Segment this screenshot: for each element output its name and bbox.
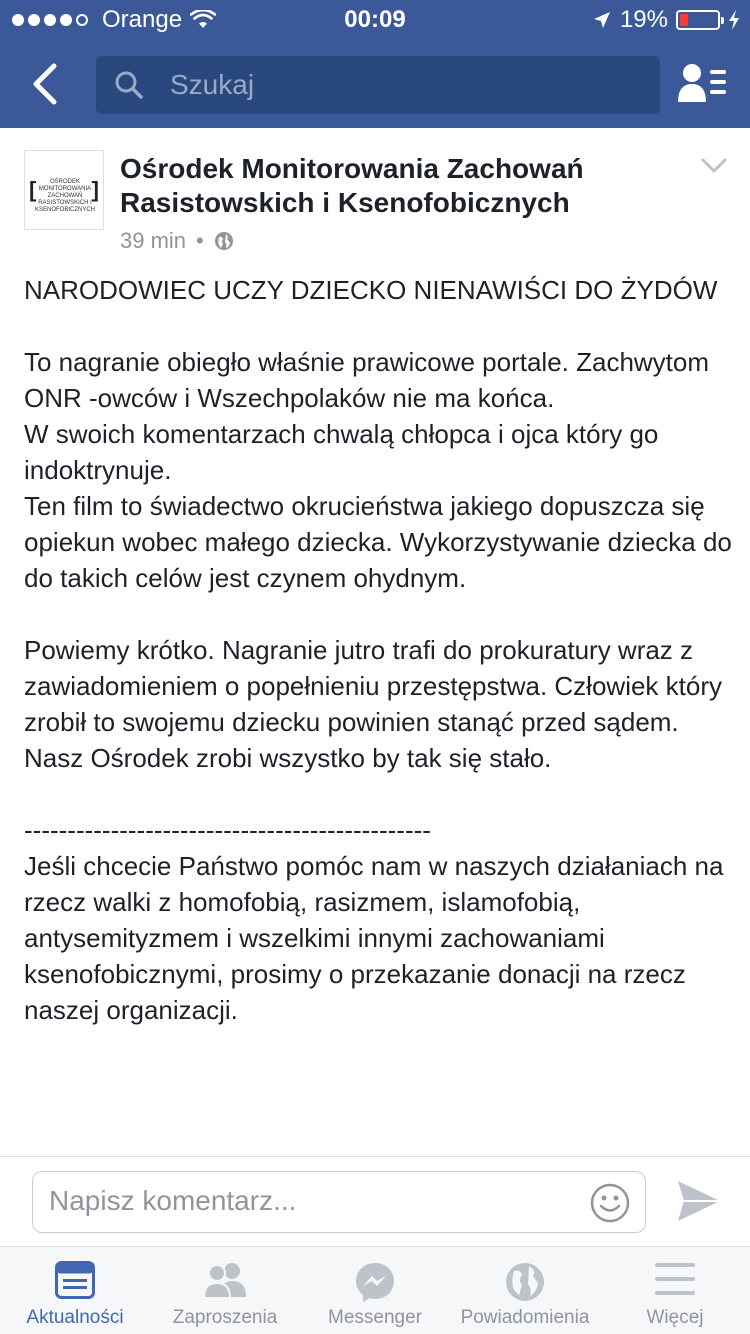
- messenger-icon: [354, 1261, 396, 1303]
- tab-friend-requests[interactable]: [150, 1247, 300, 1334]
- post-time[interactable]: 39 min: [120, 228, 187, 253]
- status-time: 00:09: [344, 6, 406, 33]
- post-paragraph: Powiemy krótko. Nagranie jutro trafi do prokuratury wraz z zawiadomieniem o popełnieniu przestępstwa. Człowiek który zrobił to swojemu dziecku powinien stanąć przed sądem. Nasz Ośrodek zrobi wszystko by tak się stało.: [24, 635, 723, 773]
- charging-bolt-icon: [728, 10, 740, 30]
- friends-list-icon[interactable]: [678, 62, 728, 104]
- tab-more[interactable]: [600, 1247, 750, 1334]
- comment-input[interactable]: [32, 1171, 646, 1233]
- post-paragraph: To nagranie obiegło właśnie prawicowe portale. Zachwytom ONR -owców i Wszechpolaków nie ma końca. W swoich komentarzach chwalą chłopca i ojca który go indoktrynuje. Ten film to świadectwo okrucieństwa jakiego dopuszcza się opiekun wobec małego dziecka. Wykorzystywanie dziecka do do takich celów jest czynem ohydnym.: [24, 347, 732, 593]
- search-placeholder: Szukaj: [170, 69, 255, 100]
- send-icon[interactable]: [676, 1179, 722, 1223]
- search-input[interactable]: [96, 56, 660, 114]
- top-bar: [0, 0, 750, 128]
- page-avatar[interactable]: [ OŚRODEK MONITOROWANIA ZACHOWAŃ RASISTOWSKICH I KSENOFOBICZNYCH ]: [24, 150, 104, 230]
- post-headline: NARODOWIEC UCZY DZIECKO NIENAWIŚCI DO ŻYDÓW: [24, 275, 718, 305]
- tab-bar: [0, 1246, 750, 1334]
- news-feed-icon: [55, 1261, 95, 1299]
- status-right: [592, 6, 740, 34]
- comment-bar: [0, 1156, 750, 1246]
- emoji-icon[interactable]: [589, 1182, 631, 1224]
- public-globe-icon: [214, 231, 234, 251]
- tab-label: Powiadomienia: [460, 1307, 590, 1328]
- post-divider: -----------------------------------------------: [24, 815, 431, 845]
- tab-notifications[interactable]: [450, 1247, 600, 1334]
- comment-placeholder: Napisz komentarz...: [49, 1185, 297, 1216]
- battery-percent: 19%: [619, 6, 668, 33]
- tab-messenger[interactable]: [300, 1247, 450, 1334]
- post-body: [24, 272, 734, 1028]
- friend-requests-icon: [202, 1261, 248, 1299]
- tab-label: Aktualności: [26, 1307, 124, 1328]
- search-icon: [114, 70, 144, 100]
- tab-label: Więcej: [646, 1307, 704, 1328]
- meta-separator: •: [196, 228, 204, 253]
- page-name-link[interactable]: Ośrodek Monitorowania Zachowań Rasistowskich i Ksenofobicznych: [120, 153, 584, 218]
- status-bar: [0, 0, 750, 40]
- post-meta: [120, 228, 234, 254]
- chevron-down-icon[interactable]: [700, 156, 728, 176]
- location-arrow-icon: [592, 10, 612, 30]
- tab-news-feed[interactable]: [0, 1247, 150, 1334]
- carrier-name: Orange: [102, 6, 183, 33]
- battery-icon: [676, 10, 720, 30]
- tab-label: Zaproszenia: [172, 1307, 278, 1328]
- tab-label: Messenger: [328, 1307, 422, 1328]
- globe-notifications-icon: [504, 1261, 546, 1303]
- logo-text: OŚRODEK MONITOROWANIA ZACHOWAŃ RASISTOWSKICH I KSENOFOBICZNYCH: [34, 179, 95, 213]
- menu-icon: [655, 1261, 695, 1297]
- back-arrow-icon[interactable]: [28, 62, 68, 106]
- post-paragraph: Jeśli chcecie Państwo pomóc nam w naszych działaniach na rzecz walki z homofobią, rasizmem, islamofobią, antysemityzmem i wszelkimi innymi zachowaniami ksenofobicznymi, prosimy o przekazanie donacji na rzecz naszej organizacji.: [24, 851, 724, 1025]
